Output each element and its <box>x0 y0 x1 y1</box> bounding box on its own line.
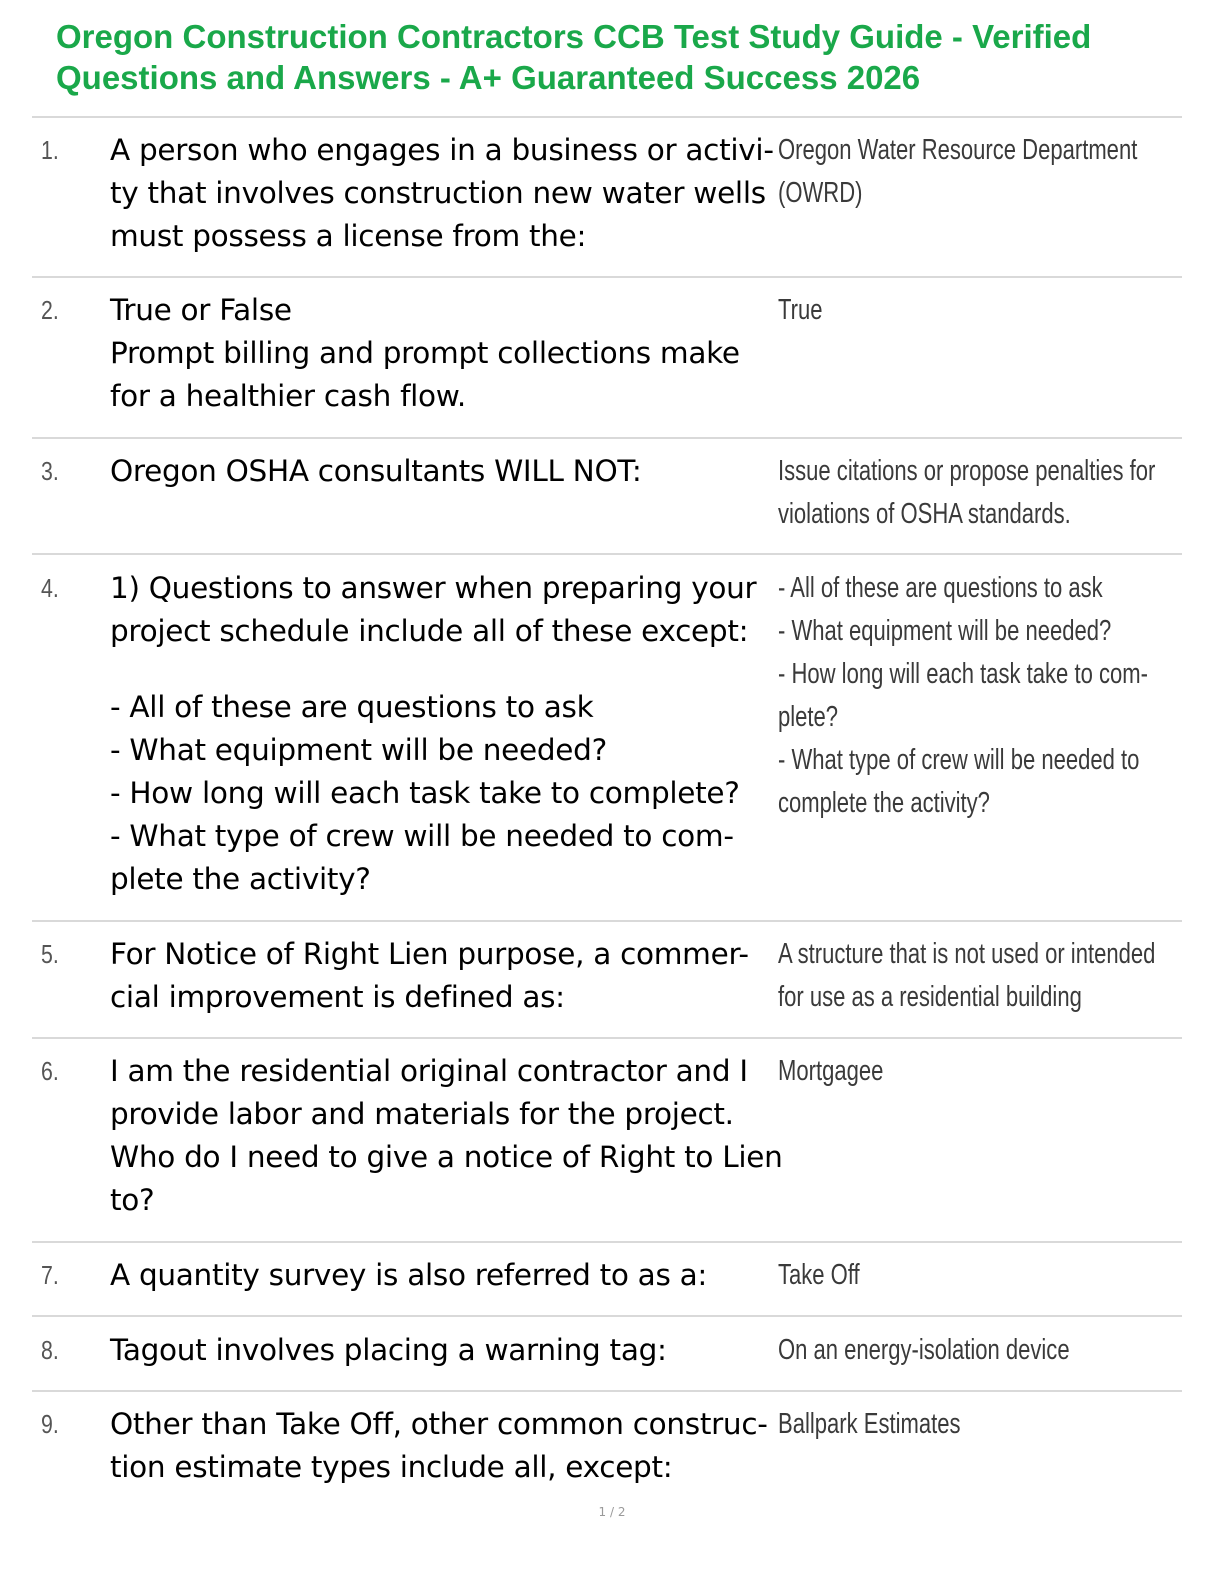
answer-line: for use as a residential building <box>778 981 1082 1013</box>
answer-text <box>778 933 1156 1019</box>
question-line: tion estimate types include all, except: <box>110 1450 673 1484</box>
item-number: 1. <box>41 135 59 165</box>
answer-text <box>778 129 1138 215</box>
answer-line: complete the activity? <box>778 787 990 819</box>
question-option: plete the activity? <box>110 862 371 896</box>
answer-text <box>778 1254 1085 1297</box>
item-number: 4. <box>41 573 59 603</box>
item-number: 8. <box>41 1335 59 1365</box>
question-option: - How long will each task take to complete? <box>110 776 740 810</box>
answer-text <box>778 450 1156 536</box>
title-line-2: Questions and Answers - A+ Guaranteed Success 2026 <box>56 59 921 96</box>
question-text <box>110 450 775 493</box>
answer-line: Oregon Water Resource Department <box>778 134 1138 166</box>
question-line: Oregon OSHA consultants WILL NOT: <box>110 454 642 488</box>
document-title <box>56 16 1196 98</box>
question-line: project schedule include all of these except: <box>110 614 749 648</box>
question-line: Who do I need to give a notice of Right to Lien <box>110 1140 783 1174</box>
divider <box>32 920 1182 922</box>
question-text <box>110 1254 775 1297</box>
answer-text <box>778 1050 1085 1093</box>
question-line: Tagout involves placing a warning tag: <box>110 1333 667 1367</box>
question-line: 1) Questions to answer when preparing your <box>110 571 757 605</box>
divider <box>32 1241 1182 1243</box>
question-text <box>110 567 775 901</box>
question-line: A person who engages in a business or activi- <box>110 133 774 167</box>
answer-text <box>778 1403 1085 1446</box>
divider <box>32 276 1182 278</box>
divider <box>32 553 1182 555</box>
question-line: ty that involves construction new water wells <box>110 176 766 210</box>
question-option: - What equipment will be needed? <box>110 733 607 767</box>
question-line: must possess a license from the: <box>110 219 587 253</box>
question-line: to? <box>110 1183 155 1217</box>
question-line: True or False <box>110 293 292 327</box>
question-option: - What type of crew will be needed to com- <box>110 819 734 853</box>
divider <box>32 116 1182 118</box>
question-text <box>110 289 775 418</box>
divider <box>32 437 1182 439</box>
answer-line: Mortgagee <box>778 1055 884 1087</box>
divider <box>32 1390 1182 1392</box>
answer-line: On an energy-isolation device <box>778 1334 1070 1366</box>
question-text <box>110 1329 775 1372</box>
question-line: Prompt billing and prompt collections make <box>110 336 740 370</box>
question-line: A quantity survey is also referred to as a: <box>110 1258 708 1292</box>
question-line: Other than Take Off, other common construc- <box>110 1407 768 1441</box>
answer-text <box>778 289 1085 332</box>
answer-text <box>778 1329 1085 1372</box>
answer-line: - What equipment will be needed? <box>778 615 1112 647</box>
question-line: I am the residential original contractor and I <box>110 1054 748 1088</box>
answer-line: plete? <box>778 701 839 733</box>
answer-line: True <box>778 294 823 326</box>
question-text <box>110 1050 783 1222</box>
question-line: cial improvement is defined as: <box>110 980 565 1014</box>
answer-line: (OWRD) <box>778 177 863 209</box>
answer-line: violations of OSHA standards. <box>778 498 1071 530</box>
item-number: 2. <box>41 295 59 325</box>
page-number: 1 / 2 <box>598 1505 626 1519</box>
question-text <box>110 129 775 258</box>
item-number: 5. <box>41 939 59 969</box>
answer-line: Take Off <box>778 1259 860 1291</box>
divider <box>32 1037 1182 1039</box>
question-text <box>110 933 775 1019</box>
answer-line: Ballpark Estimates <box>778 1408 961 1440</box>
item-number: 7. <box>41 1260 59 1290</box>
item-number: 3. <box>41 456 59 486</box>
question-line: provide labor and materials for the project. <box>110 1097 734 1131</box>
question-line: for a healthier cash flow. <box>110 379 466 413</box>
question-option: - All of these are questions to ask <box>110 690 594 724</box>
answer-line: A structure that is not used or intended <box>778 938 1156 970</box>
question-line: For Notice of Right Lien purpose, a commer- <box>110 937 749 971</box>
item-number: 6. <box>41 1056 59 1086</box>
item-number: 9. <box>41 1409 59 1439</box>
question-text <box>110 1403 775 1489</box>
title-line-1: Oregon Construction Contractors CCB Test Study Guide - Verified <box>56 18 1092 55</box>
answer-line: - What type of crew will be needed to <box>778 744 1140 776</box>
answer-line: - How long will each task take to com- <box>778 658 1148 690</box>
answer-line: Issue citations or propose penalties for <box>778 455 1156 487</box>
answer-text <box>778 567 1148 825</box>
divider <box>32 1315 1182 1317</box>
answer-line: - All of these are questions to ask <box>778 572 1103 604</box>
